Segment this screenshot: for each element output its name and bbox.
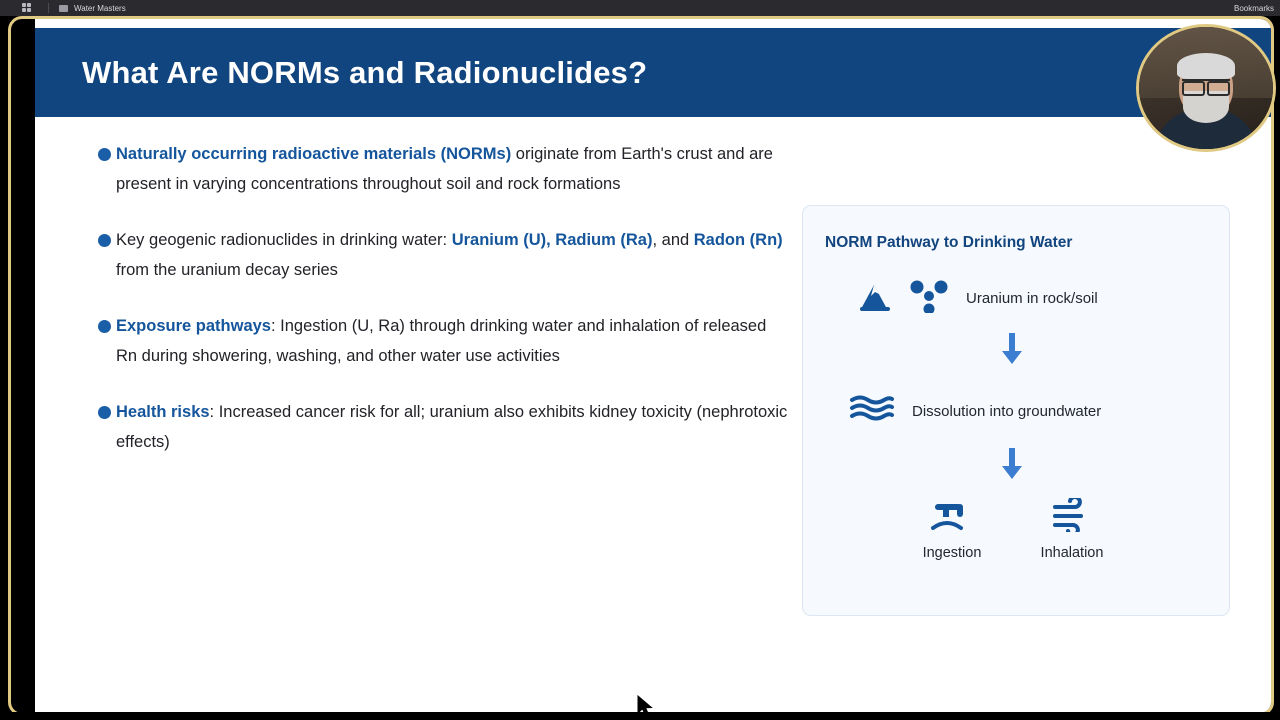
- bullet-text: : Increased cancer risk for all; uranium also exhibits kidney toxicity (nephrotoxic effects): [116, 403, 788, 451]
- bullet-text: originate from Earth's crust and are present in varying concentrations throughout soil and rock formations: [116, 145, 773, 193]
- list-item: [71, 225, 791, 285]
- bullet-dot-icon: [98, 320, 111, 333]
- pathway-step-label: Uranium in rock/soil: [966, 290, 1098, 307]
- pathway-step-label: Dissolution into groundwater: [912, 403, 1102, 420]
- faucet-icon: [929, 498, 975, 537]
- list-item: [71, 311, 791, 371]
- bullet-text: Key geogenic radionuclides in drinking water:: [116, 231, 452, 249]
- apps-grid-icon[interactable]: [22, 3, 34, 13]
- browser-chrome-bar: [0, 0, 1280, 16]
- bullet-text-highlight: Uranium (U), Radium (Ra): [451, 231, 653, 249]
- bullet-text-highlight: Radon (Rn): [693, 231, 783, 249]
- card-title: NORM Pathway to Drinking Water: [825, 234, 1073, 251]
- mountain-icon: [858, 279, 898, 318]
- bullet-text: : Ingestion (U, Ra) through drinking water and inhalation of released Rn during showering, washing, and other water use activities: [116, 317, 767, 365]
- bullet-text-highlight: Naturally occurring radioactive materials (NORMs): [116, 145, 512, 163]
- wind-icon: [1049, 498, 1095, 537]
- bookmarks-label[interactable]: Bookmarks: [1233, 3, 1274, 13]
- slide-header: [35, 28, 1274, 117]
- endpoint-inhalation: [1033, 498, 1111, 561]
- page-title: What Are NORMs and Radionuclides?: [82, 54, 648, 90]
- browser-tab-title[interactable]: Water Masters: [74, 3, 126, 13]
- norm-pathway-card: [802, 205, 1230, 616]
- presentation-stage: [0, 16, 1280, 720]
- bullet-text-highlight: Health risks: [116, 403, 210, 421]
- arrow-down-icon: [1000, 448, 1024, 480]
- water-waves-icon: [848, 394, 896, 429]
- bullet-text: from the uranium decay series: [116, 261, 338, 279]
- presenter-webcam[interactable]: [1136, 24, 1276, 152]
- bullet-dot-icon: [98, 148, 111, 161]
- pathway-endpoints: [913, 498, 1163, 561]
- list-item: [71, 139, 791, 199]
- webcam-hair: [1177, 53, 1235, 79]
- endpoint-label: Ingestion: [922, 545, 982, 561]
- pathway-step-source: [858, 279, 1098, 318]
- bottom-band: [0, 712, 1280, 720]
- bullet-dot-icon: [98, 406, 111, 419]
- slide-frame: [8, 16, 1274, 716]
- arrow-down-icon: [1000, 333, 1024, 365]
- pathway-step-dissolution: [848, 394, 1101, 429]
- bullet-dot-icon: [98, 234, 111, 247]
- bullet-list: [71, 139, 791, 483]
- endpoint-label: Inhalation: [1040, 545, 1104, 561]
- tab-favicon-icon: [59, 5, 68, 12]
- bullet-text-highlight: Exposure pathways: [116, 317, 271, 335]
- chrome-divider: [48, 3, 49, 13]
- slide-canvas: [35, 19, 1274, 713]
- list-item: [71, 397, 791, 457]
- glasses-icon: [1182, 79, 1230, 94]
- bullet-text: , and: [652, 231, 694, 249]
- endpoint-ingestion: [913, 498, 991, 561]
- radiation-icon: [908, 279, 950, 318]
